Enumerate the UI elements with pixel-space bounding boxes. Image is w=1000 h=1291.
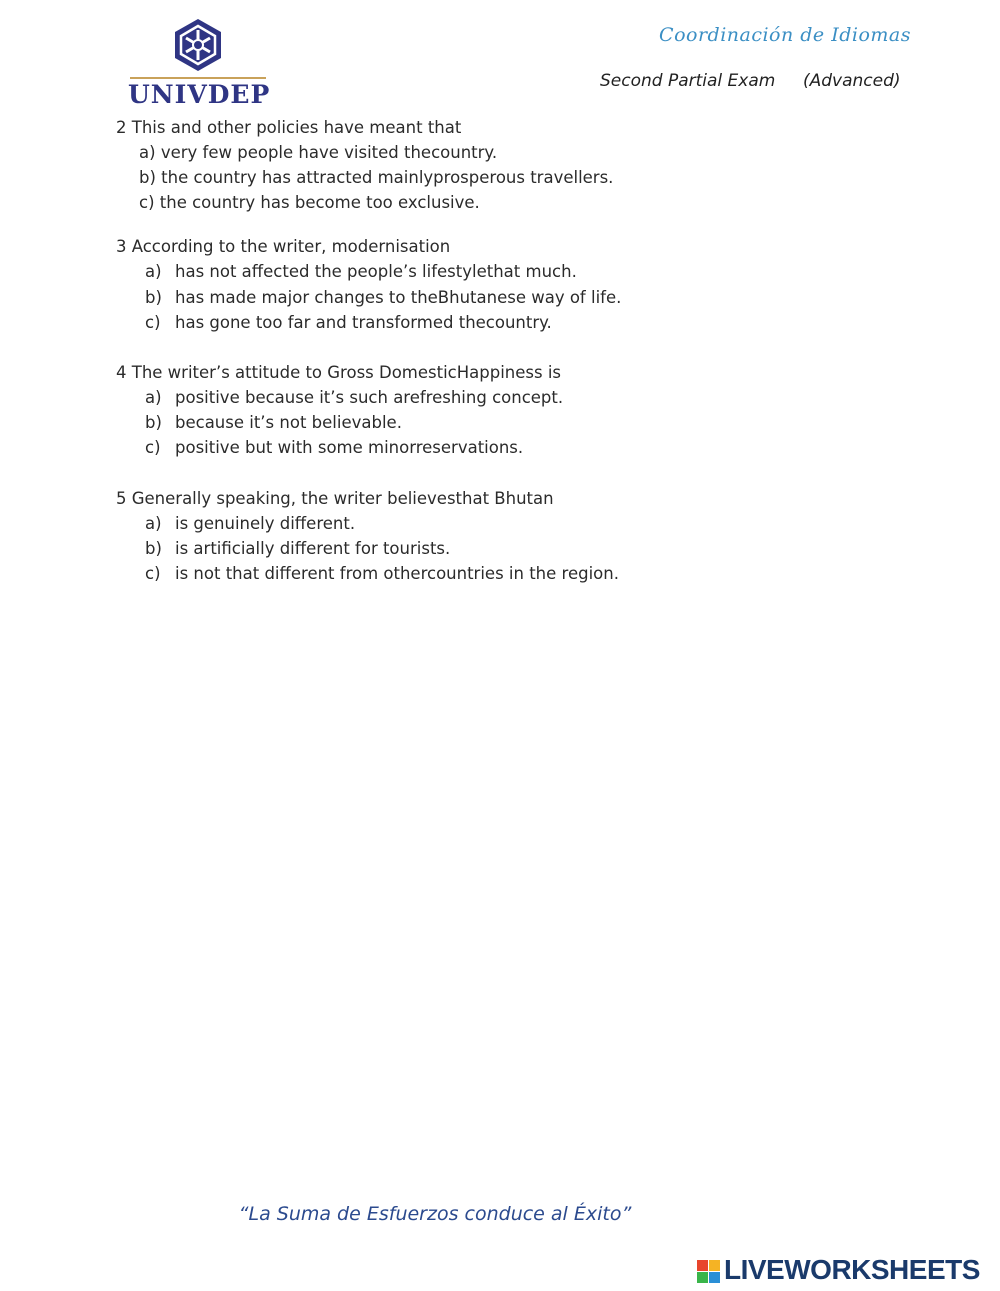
brand-name: UNIVDEP — [128, 80, 271, 109]
option-text: positive because it’s such arefreshing concept. — [175, 388, 564, 407]
question-stem: 3 According to the writer, modernisation — [116, 237, 451, 256]
option-text: has made major changes to theBhutanese way of life. — [175, 288, 622, 307]
question-option — [145, 514, 355, 533]
question-stem: 5 Generally speaking, the writer believesthat Bhutan — [116, 489, 554, 508]
exam-header — [600, 71, 901, 91]
option-letter: c) — [145, 313, 161, 332]
department-title: Coordinación de Idiomas — [659, 24, 911, 46]
option-letter: b) — [145, 539, 162, 558]
liveworksheets-logo-icon — [697, 1260, 721, 1284]
option-letter: c) — [139, 193, 155, 212]
question-stem: 4 The writer’s attitude to Gross DomesticHappiness is — [116, 363, 562, 382]
logo-gold-rule — [130, 77, 266, 79]
option-letter: a) — [145, 388, 162, 407]
question-option — [145, 413, 402, 432]
option-letter: b) — [139, 168, 156, 187]
option-letter: b) — [145, 288, 162, 307]
question-option — [139, 168, 613, 187]
option-text: positive but with some minorreservations. — [175, 438, 524, 457]
option-letter: a) — [145, 262, 162, 281]
question-option — [145, 288, 621, 307]
exam-level: (Advanced) — [803, 71, 901, 91]
option-letter: a) — [139, 143, 156, 162]
option-text: is genuinely different. — [175, 514, 356, 533]
option-letter: b) — [145, 413, 162, 432]
question-stem: 2 This and other policies have meant that — [116, 118, 462, 137]
option-text: very few people have visited thecountry. — [160, 143, 498, 162]
question-option — [139, 193, 480, 212]
footer-motto: “La Suma de Esfuerzos conduce al Éxito” — [238, 1203, 632, 1225]
option-letter: c) — [145, 438, 161, 457]
option-text: is not that different from othercountries in the region. — [175, 564, 619, 583]
question-option — [139, 143, 497, 162]
exam-title: Second Partial Exam — [600, 71, 776, 91]
question-option — [145, 539, 450, 558]
question-option — [145, 262, 577, 281]
option-text: the country has become too exclusive. — [159, 193, 480, 212]
univdep-emblem-icon — [172, 18, 224, 72]
question-option — [145, 313, 552, 332]
question-option — [145, 388, 563, 407]
option-text: the country has attracted mainlyprosperous travellers. — [161, 168, 614, 187]
question-option — [145, 564, 619, 583]
option-text: has gone too far and transformed thecountry. — [175, 313, 552, 332]
option-letter: a) — [145, 514, 162, 533]
option-text: is artificially different for tourists. — [175, 539, 451, 558]
option-text: has not affected the people’s lifestylethat much. — [175, 262, 577, 281]
liveworksheets-wordmark: LIVEWORKSHEETS — [724, 1254, 980, 1285]
option-text: because it’s not believable. — [175, 413, 402, 432]
question-option — [145, 438, 523, 457]
option-letter: c) — [145, 564, 161, 583]
univdep-logo — [128, 18, 271, 109]
